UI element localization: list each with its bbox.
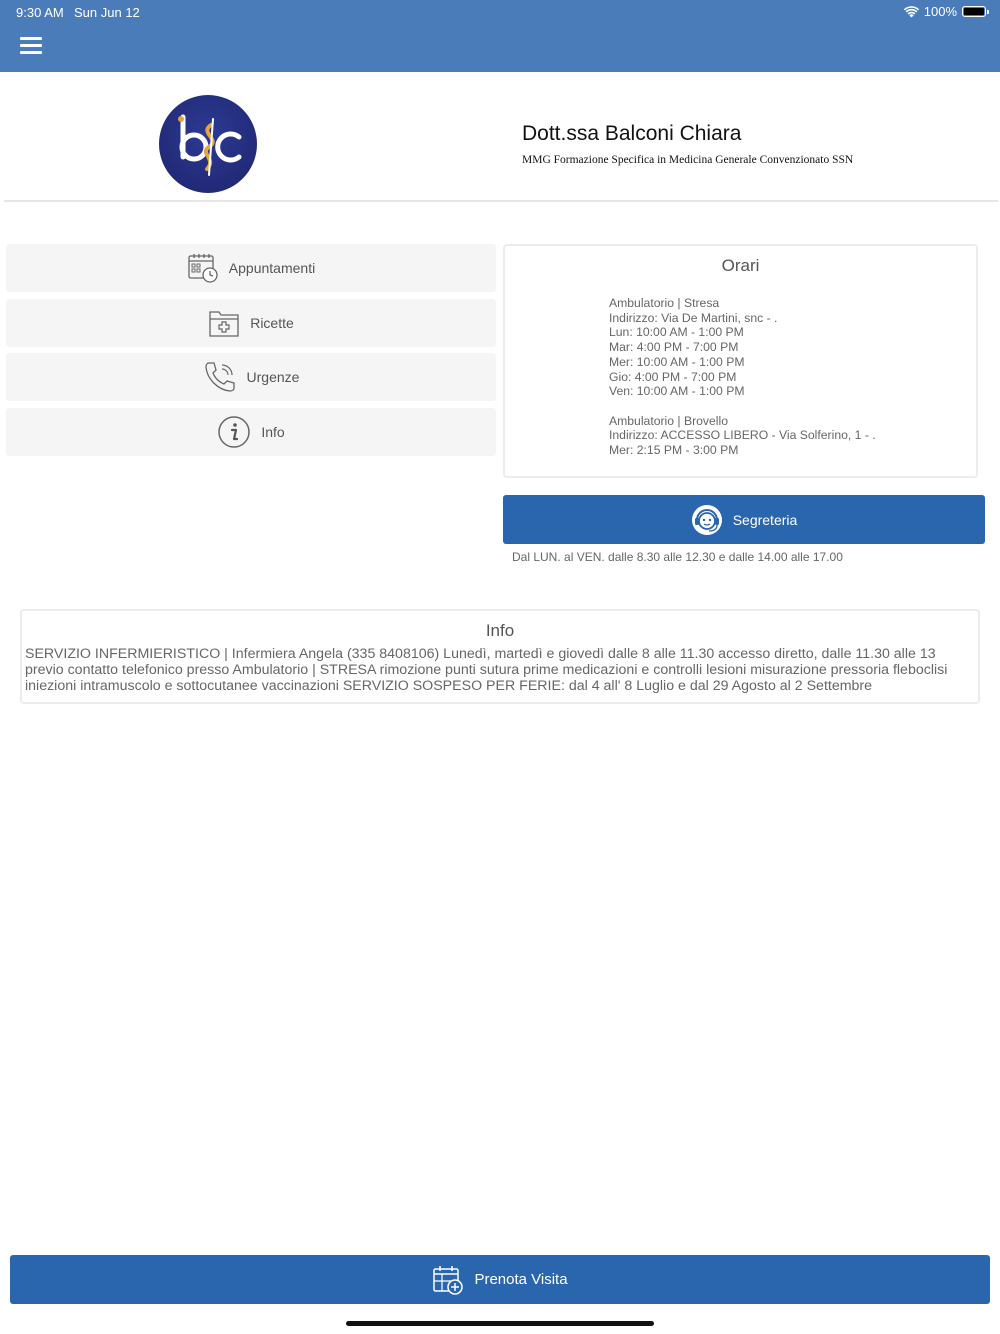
info-icon bbox=[217, 415, 251, 449]
prenota-visita-button[interactable] bbox=[10, 1255, 990, 1304]
nav-button-appuntamenti[interactable] bbox=[6, 244, 496, 292]
segreteria-hours: Dal LUN. al VEN. dalle 8.30 alle 12.30 e dalle 14.00 alle 17.00 bbox=[512, 550, 843, 564]
orari-line: Mer: 2:15 PM - 3:00 PM bbox=[609, 443, 739, 458]
battery-percent: 100% bbox=[923, 4, 957, 19]
prenota-visita-label: Prenota Visita bbox=[474, 1271, 568, 1288]
status-time: 9:30 AM bbox=[16, 5, 64, 20]
home-indicator[interactable] bbox=[346, 1321, 654, 1326]
calendar-add-icon bbox=[432, 1264, 464, 1296]
orari-spacer bbox=[609, 399, 876, 414]
orari-line: Mer: 10:00 AM - 1:00 PM bbox=[609, 354, 745, 369]
headset-icon bbox=[691, 504, 723, 536]
info-panel bbox=[20, 609, 980, 704]
nav-label-appuntamenti: Appuntamenti bbox=[228, 260, 316, 276]
nav-button-urgenze[interactable] bbox=[6, 353, 496, 401]
medical-folder-icon bbox=[208, 307, 240, 339]
orari-schedule bbox=[609, 296, 876, 458]
segreteria-button[interactable] bbox=[503, 495, 985, 544]
status-date: Sun Jun 12 bbox=[74, 5, 140, 20]
orari-line: Indirizzo: ACCESSO LIBERO - Via Solferino, 1 - . bbox=[609, 428, 876, 443]
top-bar bbox=[0, 0, 1000, 72]
orari-line: Ambulatorio | Brovello bbox=[609, 413, 729, 428]
nav-label-info: Info bbox=[261, 424, 285, 440]
doctor-header bbox=[4, 72, 998, 202]
hamburger-menu-icon[interactable] bbox=[20, 37, 42, 54]
orari-line: Ambulatorio | Stresa bbox=[609, 296, 720, 310]
phone-icon bbox=[203, 360, 237, 394]
nav-button-ricette[interactable] bbox=[6, 299, 496, 347]
nav-label-ricette: Ricette bbox=[250, 315, 294, 331]
info-text: SERVIZIO INFERMIERISTICO | Infermiera Angela (335 8408106) Lunedì, martedì e giovedì dalle 8 alle 11.30 accesso diretto, dalle 11.30 alle 13 previo contatto telefonico presso Ambulatorio | STRESA rimozione punti sutura prime medicazioni e controlli lesioni misurazione pressoria fleboclisi iniezioni intramuscolo e sottocutanee vaccinazioni SERVIZIO SOSPESO PER FERIE: dal 4 all' 8 Luglio e dal 29 Agosto al 2 Settembre bbox=[25, 646, 948, 694]
calendar-clock-icon bbox=[187, 252, 219, 284]
orari-line: Gio: 4:00 PM - 7:00 PM bbox=[609, 369, 737, 384]
wifi-icon bbox=[904, 6, 919, 18]
orari-line: Ven: 10:00 AM - 1:00 PM bbox=[609, 384, 745, 399]
nav-label-urgenze: Urgenze bbox=[246, 369, 300, 385]
orari-title: Orari bbox=[721, 256, 760, 275]
orari-panel bbox=[503, 244, 978, 478]
segreteria-label: Segreteria bbox=[732, 511, 798, 528]
doctor-logo bbox=[159, 95, 257, 193]
orari-line: Lun: 10:00 AM - 1:00 PM bbox=[609, 325, 744, 340]
battery-icon bbox=[962, 6, 986, 17]
doctor-name: Dott.ssa Balconi Chiara bbox=[522, 122, 742, 145]
nav-button-info[interactable] bbox=[6, 408, 496, 456]
info-title: Info bbox=[485, 621, 515, 640]
doctor-subtitle: MMG Formazione Specifica in Medicina Generale Convenzionato SSN bbox=[522, 154, 854, 166]
orari-line: Mar: 4:00 PM - 7:00 PM bbox=[609, 340, 739, 355]
status-indicators bbox=[904, 4, 986, 19]
orari-line: Indirizzo: Via De Martini, snc - . bbox=[609, 310, 778, 325]
